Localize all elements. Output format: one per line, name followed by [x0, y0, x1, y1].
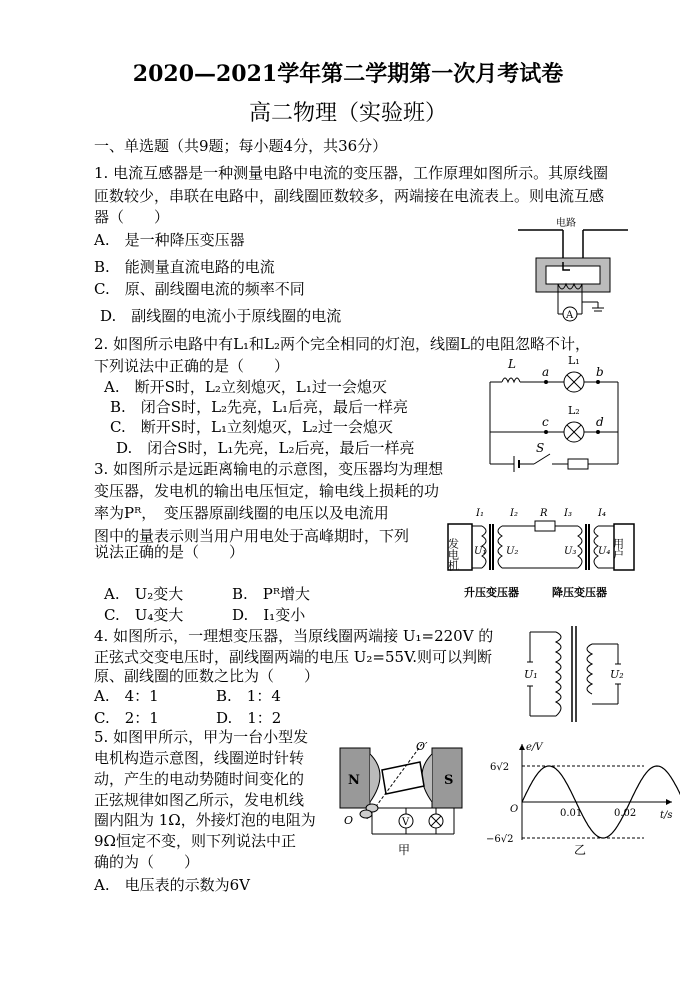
x-tick-1-label: 0.01 — [560, 808, 583, 819]
node-b-label: b — [596, 365, 604, 379]
q2-option-b[interactable]: B. 闭合S时，L₂先亮，L₁后亮，最后一样亮 — [110, 398, 409, 416]
q3-line-1: 3. 如图所示是远距离输电的示意图，变压器均为理想 — [94, 460, 444, 478]
q4-line-2: 正弦式交变电压时，副线圈两端的电压 U₂=55V.则可以判断 — [94, 648, 493, 666]
q4-u2-label: U₂ — [610, 668, 624, 681]
node-a-label: a — [542, 365, 550, 379]
q5-line-3: 动，产生的电动势随时间变化的 — [94, 770, 305, 788]
q5-option-a[interactable]: A. 电压表的示数为6V — [94, 876, 250, 894]
q3-option-a[interactable]: A. U₂变大 — [104, 585, 184, 603]
page-title: 2020—2021学年第二学期第一次月考试卷 — [132, 61, 564, 87]
lamp-l2-label: L₂ — [568, 404, 580, 417]
q1-option-d[interactable]: D. 副线圈的电流小于原线圈的电流 — [100, 307, 342, 325]
node-d-label: d — [596, 415, 604, 429]
circuit-label: 电路 — [556, 218, 576, 229]
q3-line-3: 率为Pᴿ， 变压器原副线圈的电压以及电流用 — [94, 504, 389, 522]
u2-label: U₂ — [506, 546, 519, 557]
q4-line-3: 原、副线圈的匝数之比为（ ） — [94, 667, 320, 685]
switch-icon — [534, 454, 550, 464]
q4-option-c[interactable]: C. 2：1 — [94, 709, 159, 727]
voltmeter-label: V — [402, 817, 410, 828]
q1-line-2: 匝数较少，串联在电路中，副线圈匝数较多，两端接在电流表上。则电流互感 — [94, 187, 605, 205]
q3-option-d[interactable]: D. I₁变小 — [232, 606, 306, 624]
y-max-label: 6√2 — [490, 762, 510, 773]
step-down-label: 降压变压器 — [552, 586, 607, 599]
q2-option-c[interactable]: C. 断开S时，L₁立刻熄灭，L₂过一会熄灭 — [110, 418, 393, 436]
q2-line-1: 2. 如图所示电路中有L₁和L₂两个完全相同的灯泡，线圈L的电阻忽略不计， — [94, 335, 590, 353]
q3-line-5: 说法正确的是（ ） — [94, 543, 245, 561]
power-transmission-figure — [440, 504, 640, 600]
step-up-label: 升压变压器 — [464, 586, 519, 599]
y-min-label: −6√2 — [486, 834, 514, 845]
north-pole-label: N — [348, 773, 360, 788]
generator-label-1: 发电机 — [446, 538, 460, 571]
q5-line-4: 正弦规律如图乙所示，发电机线 — [94, 791, 305, 809]
x-tick-2-label: 0.02 — [614, 808, 637, 819]
q1-option-c[interactable]: C. 原、副线圈电流的频率不同 — [94, 280, 305, 298]
emf-axis-label: e/V — [526, 742, 543, 753]
q5-line-1: 5. 如图甲所示，甲为一台小型发 — [94, 728, 309, 746]
q5-line-2: 电机构造示意图，线圈逆时针转 — [94, 749, 305, 767]
q5-line-7: 确的为（ ） — [94, 853, 200, 871]
q1-line-3: 器（ ） — [94, 208, 170, 226]
user-label: 用户 — [611, 538, 625, 560]
i2-label: I₂ — [510, 508, 518, 519]
south-pole-label: S — [444, 773, 454, 788]
generator-figure — [336, 740, 466, 858]
i4-label: I₄ — [598, 508, 606, 519]
q3-option-b[interactable]: B. Pᴿ增大 — [232, 585, 310, 603]
node-c-label: c — [542, 415, 549, 429]
q4-line-1: 4. 如图所示，一理想变压器，当原线圈两端接 U₁=220V 的 — [94, 627, 494, 645]
q5-line-6: 9Ω恒定不变，则下列说法中正 — [94, 832, 296, 850]
axis-o-label: O — [344, 814, 354, 827]
r-label: R — [540, 508, 548, 519]
time-axis-label: t/s — [660, 810, 673, 821]
q1-option-b[interactable]: B. 能测量直流电路的电流 — [94, 258, 275, 276]
section-heading: 一、单选题（共9题；每小题4分，共36分） — [94, 137, 388, 155]
u1-label: U₁ — [474, 546, 487, 557]
q3-line-2: 变压器，发电机的输出电压恒定，输电线上损耗的功 — [94, 482, 440, 500]
i1-label: I₁ — [476, 508, 484, 519]
q4-option-d[interactable]: D. 1：2 — [216, 709, 282, 727]
q1-option-a[interactable]: A. 是一种降压变压器 — [94, 231, 245, 249]
q3-option-c[interactable]: C. U₄变大 — [104, 606, 184, 624]
u4-label: U₄ — [598, 546, 611, 557]
figure-b-caption: 乙 — [574, 843, 587, 857]
lamp-circuit-figure — [484, 352, 624, 474]
ammeter-label: A — [566, 310, 574, 321]
q2-option-d[interactable]: D. 闭合S时，L₁先亮，L₂后亮，最后一样亮 — [116, 439, 415, 457]
emf-graph-figure — [484, 740, 680, 858]
q3-line-4: 图中的量表示则当用户用电处于高峰期时，下列 — [94, 527, 410, 545]
ideal-transformer-figure — [520, 622, 630, 726]
q4-option-b[interactable]: B. 1：4 — [216, 687, 281, 705]
i3-label: I₃ — [564, 508, 572, 519]
q2-option-a[interactable]: A. 断开S时，L₂立刻熄灭，L₁过一会熄灭 — [104, 378, 387, 396]
figure-a-caption: 甲 — [398, 843, 411, 857]
q2-line-2: 下列说法中正确的是（ ） — [94, 357, 290, 375]
origin-label: O — [510, 804, 519, 815]
q1-line-1: 1. 电流互感器是一种测量电路中电流的变压器，工作原理如图所示。其原线圈 — [94, 164, 609, 182]
q4-u1-label: U₁ — [524, 668, 538, 681]
u3-label: U₃ — [564, 546, 577, 557]
current-transformer-figure — [518, 214, 628, 334]
inductor-label: L — [508, 357, 516, 371]
q5-line-5: 圈内阻为 1Ω，外接灯泡的电阻为 — [94, 811, 316, 829]
lamp-l1-label: L₁ — [568, 354, 580, 367]
switch-label: S — [536, 441, 545, 455]
axis-o-prime-label: O′ — [416, 740, 428, 753]
q4-option-a[interactable]: A. 4：1 — [94, 687, 159, 705]
page-subtitle: 高二物理（实验班） — [248, 101, 447, 126]
